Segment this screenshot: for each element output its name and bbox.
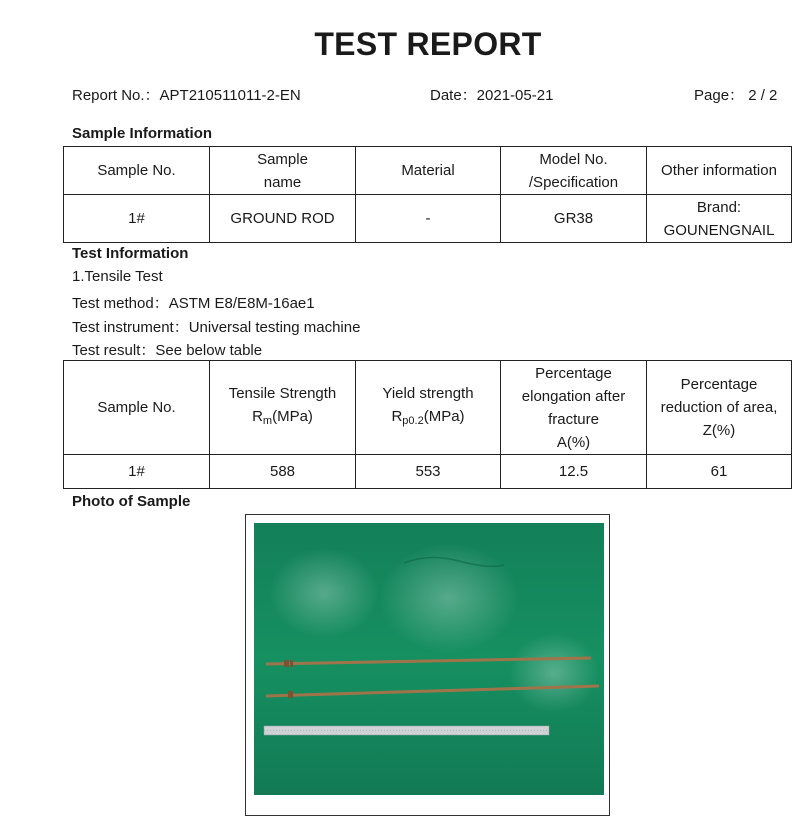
col-material: Material <box>356 147 501 195</box>
col-tensile-line1: Tensile Strength <box>228 385 337 402</box>
tensile-unit: (MPa) <box>272 408 313 425</box>
photo-glare-left <box>269 548 379 638</box>
sample-information-table <box>63 146 792 243</box>
col-reduction-line1: Percentage <box>680 376 758 393</box>
test-instrument: Test instrument：Universal testing machine <box>72 319 361 336</box>
cell-material: - <box>356 195 501 243</box>
cell-elongation: 12.5 <box>501 455 647 489</box>
report-date: Date：2021-05-21 <box>430 87 554 104</box>
cell-sample-no: 1# <box>64 195 210 243</box>
page-number: Page： 2 / 2 <box>694 87 778 104</box>
cell-model: GR38 <box>501 195 647 243</box>
photo-glare-right <box>509 633 599 713</box>
col-yield-line2 <box>360 405 496 433</box>
sample-photo-frame <box>245 514 610 816</box>
yield-symbol: R <box>391 408 403 425</box>
cell-other-line1: Brand: <box>696 198 742 216</box>
results-header-row <box>64 361 792 455</box>
col-sample-name-line1: Sample <box>257 150 308 168</box>
cell-other-line2: GOUNENGNAIL <box>663 221 775 239</box>
cell-tensile-strength: 588 <box>210 455 356 489</box>
col-result-sample-no: Sample No. <box>64 361 210 455</box>
col-model-line1: Model No. <box>539 150 608 168</box>
tensile-symbol: R <box>252 408 263 425</box>
col-model-line2: /Specification <box>528 173 619 191</box>
test-results-table <box>63 360 792 489</box>
col-other: Other information <box>647 147 792 195</box>
measuring-ruler <box>264 726 549 735</box>
sample-photo <box>254 523 604 795</box>
col-reduction-of-area <box>647 361 792 455</box>
cell-yield-strength: 553 <box>356 455 501 489</box>
sample-header-row <box>64 147 792 195</box>
col-elongation-line1: Percentage <box>535 364 612 382</box>
col-sample-name <box>210 147 356 195</box>
photo-of-sample-heading: Photo of Sample <box>72 493 191 510</box>
col-elongation-line3: fracture <box>548 410 599 428</box>
results-data-row <box>64 455 792 489</box>
yield-subscript: p0.2 <box>402 415 424 427</box>
yield-unit: (MPa) <box>423 408 465 425</box>
report-title: TEST REPORT <box>314 26 542 62</box>
col-tensile-strength <box>210 361 356 455</box>
col-sample-no: Sample No. <box>64 147 210 195</box>
cell-reduction-of-area: 61 <box>647 455 792 489</box>
col-model <box>501 147 647 195</box>
col-elongation-line4: A(%) <box>556 433 591 451</box>
test-result: Test result：See below table <box>72 342 263 359</box>
test-information-heading: Test Information <box>72 245 189 262</box>
test-method: Test method：ASTM E8/E8M-16ae1 <box>72 295 315 312</box>
test-type: 1.Tensile Test <box>72 268 163 285</box>
col-yield-line1: Yield strength <box>382 385 474 402</box>
cell-other <box>647 195 792 243</box>
col-yield-strength <box>356 361 501 455</box>
report-number: Report No.：APT210511011-2-EN <box>72 87 301 104</box>
col-elongation-line2: elongation after <box>521 387 626 405</box>
col-sample-name-line2: name <box>263 173 302 191</box>
cell-sample-name: GROUND ROD <box>210 195 356 243</box>
col-tensile-line2 <box>214 405 351 433</box>
sample-data-row <box>64 195 792 243</box>
tensile-subscript: m <box>262 415 273 427</box>
cell-result-sample-no: 1# <box>64 455 210 489</box>
col-reduction-line2: reduction of area, <box>660 399 778 416</box>
col-reduction-line3: Z(%) <box>702 422 736 439</box>
sample-information-heading: Sample Information <box>72 125 213 142</box>
col-elongation <box>501 361 647 455</box>
